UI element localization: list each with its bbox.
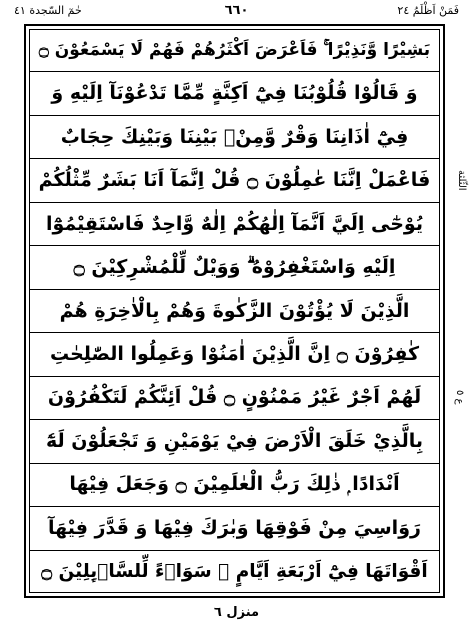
text-line <box>29 116 440 159</box>
text-line <box>29 29 440 72</box>
text-line <box>29 159 440 202</box>
verse-text: اَقْوَاتَهَا فِيْٓ اَرْبَعَةِ اَيَّامٍ ۭ سَوَاۗءً لِّلسَّاۗىِٕلِيْنَ ۝ <box>41 560 428 582</box>
verse-text: اِلَيْهِ وَاسْتَغْفِرُوْهُ ۗ وَوَيْلٌ لِّلْمُشْرِكِيْنَ ۝ <box>73 256 396 279</box>
text-body <box>29 29 440 593</box>
text-line <box>29 464 440 507</box>
text-line <box>29 333 440 376</box>
margin-note-ruku: ع ٥ <box>454 390 465 405</box>
juz-name-header: فَمَنْ اَظْلَمُ ٢٤ <box>397 4 459 17</box>
verse-text: فَاعْمَلْ اِنَّنَا عٰمِلُوْنَ ۝ قُلْ اِنَّمَآ اَنَا بَشَرٌ مِّثْلُكُمْ <box>38 169 431 192</box>
margin-note-rub: الثّلثة <box>456 170 467 191</box>
verse-text: فِيْٓ اٰذَانِنَا وَقْرٌ وَّمِنْۢ بَيْنِنَا وَبَيْنِكَ حِجَابٌ <box>60 125 409 148</box>
verse-text: لَهُمْ اَجْرٌ غَيْرُ مَمْنُوْنٍ ۝ قُلْ اَئِنَّكُمْ لَتَكْفُرُوْنَ <box>47 386 422 409</box>
verse-text: الَّذِيْنَ لَا يُؤْتُوْنَ الزَّكٰوةَ وَهُمْ بِالْاٰخِرَةِ هُمْ <box>59 299 410 322</box>
verse-text: كٰفِرُوْنَ ۝ اِنَّ الَّذِيْنَ اٰمَنُوْا وَعَمِلُوا الصّٰلِحٰتِ <box>49 343 420 366</box>
text-line <box>29 290 440 333</box>
verse-text: بَشِيْرًا وَّنَذِيْرًا ۚ فَاَعْرَضَ اَكْثَرُهُمْ فَهُمْ لَا يَسْمَعُوْنَ ۝ <box>38 39 431 60</box>
page-number: ٦٦٠ <box>224 3 249 18</box>
surah-name-header: حٰمٓ السّجدة ٤١ <box>14 4 82 17</box>
text-line <box>29 72 440 115</box>
text-line <box>29 246 440 289</box>
text-line <box>29 377 440 420</box>
manzil-footer: منزل ٦ <box>213 605 260 620</box>
verse-text: اَنْدَادًا ۭ ذٰلِكَ رَبُّ الْعٰلَمِيْنَ ۝ وَجَعَلَ فِيْهَا <box>69 473 400 496</box>
verse-text: رَوَاسِيَ مِنْ فَوْقِهَا وَبٰرَكَ فِيْهَا وَ قَدَّرَ فِيْهَآ <box>48 516 421 539</box>
verse-text: بِالَّذِيْ خَلَقَ الْاَرْضَ فِيْ يَوْمَيْنِ وَ تَجْعَلُوْنَ لَهٗٓ <box>45 429 424 452</box>
text-line <box>29 551 440 593</box>
verse-text: وَ قَالُوْا قُلُوْبُنَا فِيْٓ اَكِنَّةٍ مِّمَّا تَدْعُوْنَآ اِلَيْهِ وَ <box>51 82 418 105</box>
text-line <box>29 203 440 246</box>
verse-text: يُوْحٰٓى اِلَيَّ اَنَّمَآ اِلٰهُكُمْ اِلٰهٌ وَّاحِدٌ فَاسْتَقِيْمُوْٓا <box>46 212 423 235</box>
text-line <box>29 507 440 550</box>
text-line <box>29 420 440 463</box>
